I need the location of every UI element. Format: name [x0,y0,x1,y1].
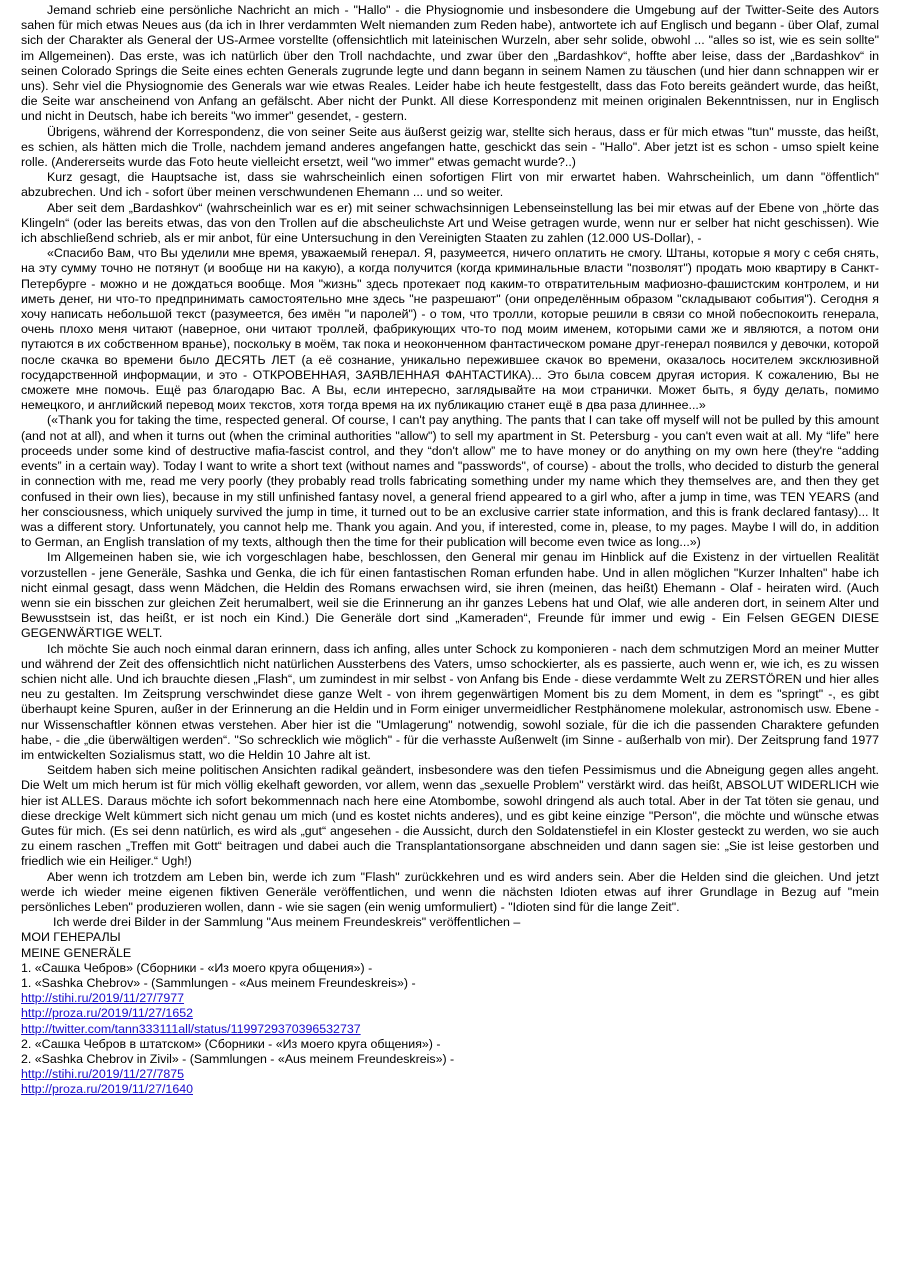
entry-1-link-proza-wrap [21,1006,879,1021]
entry-2-link-stihi-wrap [21,1067,879,1082]
paragraph-4: Aber seit dem „Bardashkov“ (wahrscheinlich war es er) mit seiner schwachsinnigen Lebenseinstellung las bei mir etwas auf der Ebene von „hörte das Klingeln“ (oder las bereits etwas, das von den Trollen auf die abscheulichste Art und Weise getragen wurde, wenn nur er selber hat nicht geschissen). Wie ich abschließend schrieb, als er mir anbot, für eine Untersuchung in den Vereinigten Staaten zu zahlen (12.000 US-Dollar), - [21,200,879,246]
paragraph-7: Im Allgemeinen haben sie, wie ich vorgeschlagen habe, beschlossen, den General mir genau im Hinblick auf die Existenz in der virtuellen Realität vorzustellen - jene Generäle, Sashka und Genka, die ich für einen fantastischen Roman erfunden habe. Und in allen möglichen "Kurzer Inhalten" habe ich nicht einmal gesagt, dass wenn Mädchen, die Heldin des Romans erwachsen wird, sie ihren (meinen, das heißt) Ehemann - Olaf - heiraten wird. (Auch wenn sie ein bisschen zur gleichen Zeit herumalbert, weil sie die Erinnerung an ihr ganzes Lebens hat und Olaf, wie alle anderen dort, in seinem Alter und Bewusstsein ist, das heißt, er ist noch ein Kind.) Die Generäle dort sind „Kameraden“, Freunde für immer und ewig - Ein Felsen GEGEN DIESE GEGENWÄRTIGE WELT. [21,550,879,641]
entry-2-title-de: 2. «Sashka Chebrov in Zivil» - (Sammlungen - «Aus meinem Freundeskreis») - [21,1052,455,1067]
paragraph-10: Aber wenn ich trotzdem am Leben bin, werde ich zum "Flash" zurückkehren und es wird anders sein. Aber die Helden sind die gleichen. Und jetzt werde ich wieder meine eigenen fiktiven Generäle veröffentlichen, und wenn die nächsten Idioten etwas auf ihrer Grundlage in Bezug auf "mein persönliches Leben" produzieren wollen, dann - wie sie sagen (ein wenig umformuliert) - "Idioten sind für die lange Zeit". [21,869,879,914]
paragraph-8: Ich möchte Sie auch noch einmal daran erinnern, dass ich anfing, alles unter Schock zu komponieren - nach dem schmutzigen Mord an meiner Mutter und während der Zeit des offensichtlich nicht natürlichen Aussterbens des Vaters, umso schockierter, als es passierte, auch wenn er, wie ich, es zu wissen schien nicht alle. Und ich brauchte diesen „Flash“, um zumindest in mir selbst - von Anfang bis Ende - diese verdammte Welt zu ZERSTÖREN und hier alles neu zu gestalten. Im Zeitsprung verschwindet diese ganze Welt - von ihrem gegenwärtigen Moment bis zu dem Moment, in dem es "springt" -, es gibt überhaupt keine Spuren, außer in der Erinnerung an die Heldin und in Form einiger unvermeidlicher Restphänomene molekular, astronomisch usw. Ebene - nur Wissenschaftler können etwas verstehen. Aber hier ist die "Umlagerung" notwendig, sowohl soziale, für die ich die passenden Charaktere gefunden habe, - die „die überwältigen werden“. "So schrecklich wie möglich" - für die verhasste Außenwelt (im Sinne - außerhalb von mir). Der Zeitsprung fand 1977 im entwickelten Sozialismus statt, wo die Heldin 10 Jahre alt ist. [21,641,879,762]
paragraph-9: Seitdem haben sich meine politischen Ansichten radikal geändert, insbesondere was den tiefen Pessimismus und die Abneigung gegen alles angeht. Die Welt um mich herum ist für mich völlig ekelhaft geworden, vor allem, wenn das „sexuelle Problem" verstärkt wird. das heißt, ABSOLUT WIDERLICH wie hier ist ALLES. Daraus möchte ich sofort bekommennach nach here eine Atombombe, sowohl dringend als auch total. Aber in der Tat töten sie genau, und diese dreckige Welt kümmert sich nicht genau um mich (und es kostet nichts anderes), und es gibt keine einzige "Person", die möchte und wünsche etwas Gutes für mich. (Es sei denn natürlich, es wird als „gut“ angesehen - die Aussicht, durch den Soldatenstiefel in ein Kloster gesteckt zu werden, wo sie auch zu einem raschen „Treffen mit Gott“ beitragen und dabei auch die Transplantationsorgane abschneiden und dann sagen sie: „Sie ist leise gestorben und friedlich wie ein Heiliger.“ Ugh!) [21,763,879,869]
entry-1-link-twitter-wrap [21,1022,879,1037]
entry-1-link-stihi[interactable]: http://stihi.ru/2019/11/27/7977 [21,991,185,1006]
paragraph-11: Ich werde drei Bilder in der Sammlung "Aus meinem Freundeskreis" veröffentlichen – [53,915,521,930]
entry-1-link-stihi-wrap [21,991,879,1006]
entry-1-title-ru: 1. «Сашка Чебров» (Сборники - «Из моего круга общения») - [21,960,373,975]
paragraph-3: Kurz gesagt, die Hauptsache ist, dass sie wahrscheinlich einen sofortigen Flirt von mir erwartet haben. Wahrscheinlich, um dann "öffentlich" abzubrechen. Und ich - sofort über meinen verschwundenen Ehemann ... und so weiter. [21,170,879,200]
entry-1-link-proza[interactable]: http://proza.ru/2019/11/27/1652 [21,1006,193,1021]
heading-de: MEINE GENERÄLE [21,945,132,960]
paragraph-russian-letter: «Спасибо Вам, что Вы уделили мне время, уважаемый генерал. Я, разумеется, ничего оплатить не смогу. Штаны, которые я могу с себя снять, на эту сумму точно не потянут (и вообще ни на какую), а когда получится (когда криминальные власти "позволят") продать мою квартиру в Санкт-Петербурге - можно и не дождаться вообще. Моя "жизнь" здесь протекает под каким-то отвратительным мафиозно-фашистским контролем, и ни иметь денег, ни что-то предпринимать самостоятельно мне здесь "не разрешают" (они определённым образом "складывают события"). Сегодня я хочу написать небольшой текст (разумеется, без имён "и паролей") - о том, что тролли, которые решили в связи со мной побеспокоить генерала, очень плохо меня читают (наверное, они читают троллей, фабрикующих что-то под моим именем, которыми сами же и являются, а потом они путаются в их собственном вранье), поскольку в моём, так пока и неоконченном фантастическом романе друг-генерал появился у девочки, которой после скачка во времени было ДЕСЯТЬ ЛЕТ (а её сознание, уникально пережившее скачок во времени, оказалось носителем эксклюзивной государственной информации, и это - ОТКРОВЕННАЯ, ЗАЯВЛЕННАЯ ФАНТАСТИКА)... Это была совсем другая история. К сожалению, Вы не сможете мне помочь. Ещё раз благодарю Вас. А Вы, если интересно, заглядывайте на мои странички. Может быть, я буду делать, помимо немецкого, и английский перевод моих текстов, хотя тогда время на их публикацию станет ещё в два раза длиннее...» [21,246,879,413]
entry-2-link-stihi[interactable]: http://stihi.ru/2019/11/27/7875 [21,1067,185,1082]
entry-2-link-proza-wrap [21,1082,879,1097]
entry-1-title-de: 1. «Sashka Chebrov» - (Sammlungen - «Aus meinem Freundeskreis») - [21,976,416,990]
paragraph-english-translation: («Thank you for taking the time, respected general. Of course, I can't pay anything. The pants that I can take off myself will not be pulled by this amount (and not at all), and when it turns out (when the criminal authorities "allow") to sell my apartment in St. Petersburg - you can't even wait at all. My “life” here proceeds under some kind of destructive mafia-fascist control, and they “don't allow” me to have money or do anything on my own here (they're “adding events” in a certain way). Today I want to write a short text (without names and "passwords", of course) - about the trolls, who decided to disturb the general in connection with me, read me very poorly (they probably read trolls fabricating something under my name which they themselves are, and then they get confused in their own lies), because in my still unfinished fantasy novel, a general friend appeared to a girl who, after a jump in time, was TEN YEARS (and her consciousness, which uniquely survived the jump in time, it turned out to be an exclusive carrier state information, and this is frank declared fantasy)... It was a different story. Unfortunately, you cannot help me. Thank you again. And you, if interested, come in, please, to my pages. Maybe I will do, in addition to German, an English translation of my texts, although then the time for their publication will become even twice as long...») [21,413,879,550]
entry-2-title-ru: 2. «Сашка Чебров в штатском» (Сборники - «Из моего круга общения») - [21,1036,441,1051]
paragraph-1: Jemand schrieb eine persönliche Nachricht an mich - "Hallo" - die Physiognomie und insbesondere die Umgebung auf der Twitter-Seite des Autors sahen für mich etwas Neues aus (da ich in Ihrer verdammten Welt niemanden zum Reden habe), antwortete ich auf Englisch und begann - über Olaf, zumal sich der Charakter als General der US-Armee vorstellte (offensichtlich mit lateinischen Wurzeln, aber sehr solide, obwohl ... "alles so ist, wie es sein sollte" im Allgemeinen). Das erste, was ich natürlich über den Troll nachdachte, und zwar über den „Bardashkov“, hoffte aber leise, dass der „Bardashkov“ in seinen Colorado Springs die Seite eines echten Generals zugrunde legte und dann begann in seinem Namen zu täuschen (und hier dann schnappen wir er uns). Sehr viel die Physiognomie des Generals war wie etwas Reales. Leider habe ich heute festgestellt, dass das Foto bereits geändert wurde, das heißt, die Seite war anscheinend von Anfang an gefälscht. Aber nicht der Punkt. All diese Korrespondenz mit meinen originalen Bekenntnissen, nur in Englisch und nicht in Deutsch, habe ich bereits "wo immer" gesendet, - gestern. [21,3,879,124]
heading-ru: МОИ ГЕНЕРАЛЫ [21,930,121,945]
entry-2-link-proza[interactable]: http://proza.ru/2019/11/27/1640 [21,1082,193,1097]
document-body [21,3,879,1098]
entry-1-link-twitter[interactable]: http://twitter.com/tann333111all/status/1199729370396532737 [21,1021,361,1036]
paragraph-2: Übrigens, während der Korrespondenz, die von seiner Seite aus äußerst geizig war, stellte sich heraus, dass er für mich etwas "tun" musste, das heißt, es schien, als hätten mich die Trolle, nachdem jemand anderes angefangen hatte, geschickt das sein - "Hallo". Aber jetzt ist es schon - umso spielt keine rolle. (Andererseits wurde das Foto heute vielleicht ersetzt, weil "wo immer" etwas gemacht wurde?..) [21,124,879,170]
